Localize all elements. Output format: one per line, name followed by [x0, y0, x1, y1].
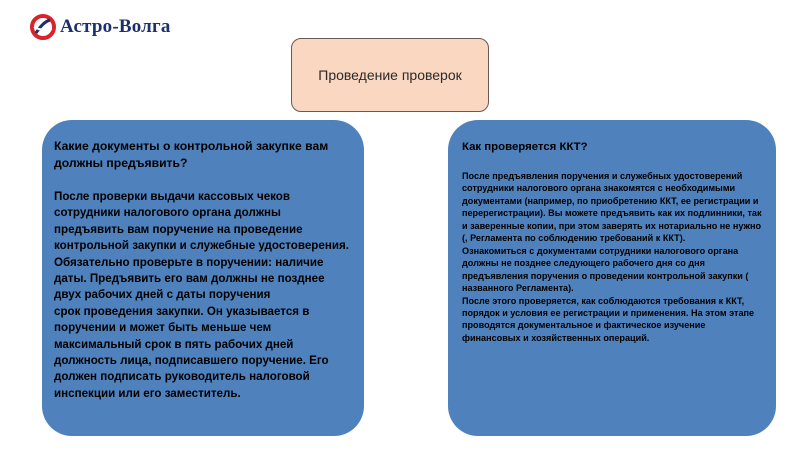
title-box [291, 38, 489, 112]
logo-text: Астро-Волга [60, 16, 171, 37]
left-panel-question: Какие документы о контрольной закупке вам должны предъявить? [54, 139, 329, 170]
right-panel-text-1: После предъявления поручения и служебных удостоверений сотрудники налогового органа знакомятся с необходимыми документами (например, по приобретению ККТ, ее регистрации и перерегистрации). Вы можете предъявить как их подлинники, так и заверенные копии, при этом заверять их нотариально не нужно (, Регламента по соблюдению требований к ККТ). [462, 171, 762, 244]
right-info-panel [448, 120, 776, 436]
left-info-panel [42, 120, 364, 436]
left-panel-content [54, 138, 354, 402]
left-panel-text-3: срок проведения закупки. Он указывается в поручении и может быть меньше чем максимальный срок в пять рабочих дней [54, 304, 310, 351]
logo-emblem-icon [30, 14, 56, 40]
left-panel-text-4: должность лица, подписавшего поручение. Его должен подписать руководитель налоговой инспекции или его заместитель. [54, 354, 329, 400]
left-panel-text-1: После проверки выдачи кассовых чеков сотрудники налогового органа должны предъявить вам поручение на проведение контрольной закупки и служебные удостоверения. [54, 190, 349, 253]
right-panel-text-3: После этого проверяется, как соблюдаются требования к ККТ, порядок и условия ее регистрации и применения. На этом этапе проводятся документальное и фактическое изучение финансовых и хозяйственных операций. [462, 295, 755, 343]
right-panel-question: Как проверяется ККТ? [462, 141, 588, 153]
right-panel-text-2: Ознакомиться с документами сотрудники налогового органа должны не позднее следующего рабочего дня со дня предъявления поручения о проведении контрольной закупки ( названного Регламента). [462, 245, 749, 294]
left-panel-text-2: Обязательно проверьте в поручении: наличие даты. Предъявить его вам должны не позднее двух рабочих дней с даты поручения [54, 255, 325, 302]
right-panel-content [462, 140, 766, 344]
title-box-label: Проведение проверок [318, 67, 462, 83]
company-logo [30, 14, 171, 40]
